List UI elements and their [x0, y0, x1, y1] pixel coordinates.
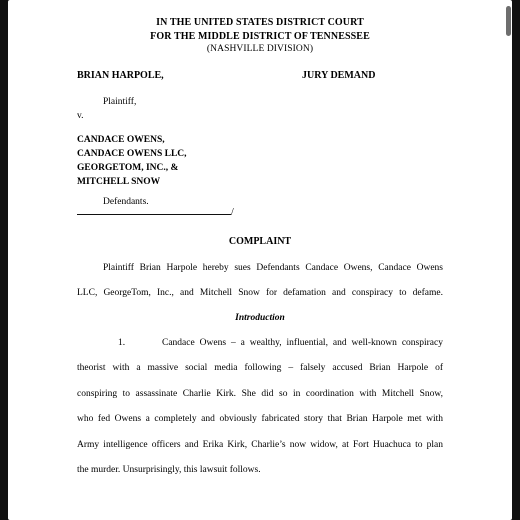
- defendant-name: MITCHELL SNOW: [77, 177, 161, 187]
- court-name-line-1: IN THE UNITED STATES DISTRICT COURT: [156, 17, 364, 28]
- caption-slash: /: [231, 207, 234, 218]
- versus: v.: [77, 111, 84, 121]
- jury-demand: JURY DEMAND: [302, 70, 376, 81]
- plaintiff-label: Plaintiff,: [103, 97, 137, 107]
- paragraph-line: Candace Owens – a wealthy, influential, and well-known conspiracy: [162, 338, 443, 348]
- paragraph-number: 1.: [118, 338, 126, 348]
- section-heading: Introduction: [235, 313, 285, 323]
- defendant-name: CANDACE OWENS LLC,: [77, 149, 187, 159]
- defendants-label: Defendants.: [103, 197, 149, 207]
- defendant-name: GEORGETOM, INC., &: [77, 163, 179, 173]
- defendants-list: [77, 133, 187, 189]
- intro-paragraph-line: Plaintiff Brian Harpole hereby sues Defendants Candace Owens, Candace Owens: [103, 263, 443, 273]
- paragraph-line: who fed Owens a completely and obviously fabricated story that Brian Harpole met with: [77, 414, 443, 424]
- caption-divider-line: [77, 214, 231, 215]
- paragraph-line: conspiring to assassinate Charlie Kirk. She did so in coordination with Mitchell Snow,: [77, 389, 443, 399]
- paragraph-line: theorist with a massive social media following – falsely accused Brian Harpole of: [77, 363, 443, 373]
- plaintiff-name: BRIAN HARPOLE,: [77, 70, 164, 81]
- document-title: COMPLAINT: [228, 236, 292, 247]
- defendant-name: CANDACE OWENS,: [77, 135, 165, 145]
- intro-paragraph-line: LLC, GeorgeTom, Inc., and Mitchell Snow for defamation and conspiracy to defame.: [77, 288, 443, 298]
- court-division: (NASHVILLE DIVISION): [206, 44, 314, 54]
- paragraph-line: the murder. Unsurprisingly, this lawsuit follows.: [77, 465, 261, 475]
- paragraph-line: Army intelligence officers and Erika Kirk, Charlie’s now widow, at Fort Huachuca to plan: [77, 440, 443, 450]
- court-name-line-2: FOR THE MIDDLE DISTRICT OF TENNESSEE: [150, 31, 370, 42]
